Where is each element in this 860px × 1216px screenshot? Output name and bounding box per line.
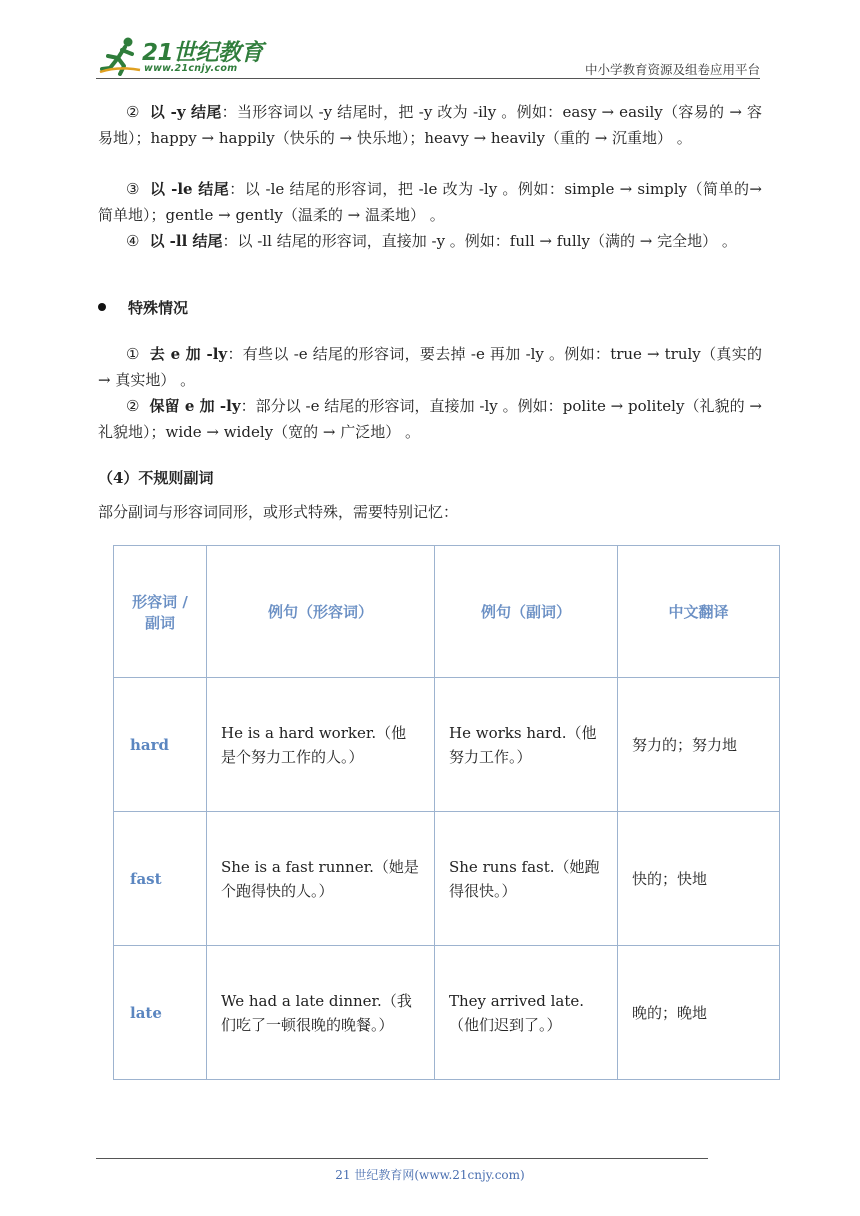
rule-item xyxy=(98,176,762,228)
table-cell: 晚的；晚地 xyxy=(618,946,780,1080)
rule-item xyxy=(98,228,762,254)
rule-title: 保留 e 加 -ly xyxy=(149,397,241,415)
rule-title: 以 -le 结尾 xyxy=(149,180,230,198)
rule-text: ：以 -le 结尾的形容词，把 -le 改为 -ly 。例如：simple → simply（简单的→ 简单地）；gentle → gently（温柔的 → 温柔地） 。 xyxy=(98,180,762,224)
rule-title: 以 -y 结尾 xyxy=(149,103,222,121)
table-row xyxy=(114,946,780,1080)
table-row xyxy=(114,678,780,812)
rule-text: ：部分以 -e 结尾的形容词，直接加 -ly 。例如：polite → politely（礼貌的 → 礼貌地）；wide → widely（宽的 → 广泛地） 。 xyxy=(98,397,762,441)
rule-title: 去 e 加 -ly xyxy=(149,345,228,363)
table-cell: She runs fast.（她跑得很快。） xyxy=(435,812,618,946)
logo-main-text: 21世纪教育 xyxy=(142,40,264,66)
special-item xyxy=(98,393,762,445)
footer-divider xyxy=(96,1158,708,1159)
section-intro: 部分副词与形容词同形，或形式特殊，需要特别记忆： xyxy=(98,503,459,521)
table-cell-word: fast xyxy=(114,812,207,946)
rule-text: ：当形容词以 -y 结尾时，把 -y 改为 -ily 。例如：easy → easily（容易的 → 容易地）；happy → happily（快乐的 → 快乐地）；heavy → heavily（重的 → 沉重地） 。 xyxy=(98,103,763,147)
rule-text: ：以 -ll 结尾的形容词，直接加 -y 。例如：full → fully（满的 → 完全地） 。 xyxy=(222,232,737,250)
table-cell: 快的；快地 xyxy=(618,812,780,946)
rule-number: ② xyxy=(126,103,140,121)
rule-number: ④ xyxy=(126,232,140,250)
bullet-icon xyxy=(98,303,106,311)
table-cell: We had a late dinner.（我们吃了一顿很晚的晚餐。） xyxy=(207,946,435,1080)
header-divider xyxy=(96,78,760,79)
table-cell: They arrived late.（他们迟到了。） xyxy=(435,946,618,1080)
table-cell-word: hard xyxy=(114,678,207,812)
column-header: 例句（形容词） xyxy=(207,546,435,678)
table-header-row xyxy=(114,546,780,678)
special-item xyxy=(98,341,762,393)
footer-link[interactable]: 21 世纪教育网(www.21cnjy.com) xyxy=(335,1168,525,1182)
runner-logo-icon xyxy=(98,36,142,76)
rule-number: ① xyxy=(126,345,140,363)
rule-title: 以 -ll 结尾 xyxy=(149,232,223,250)
table-row xyxy=(114,812,780,946)
table-cell-word: late xyxy=(114,946,207,1080)
rule-text: ：有些以 -e 结尾的形容词，要去掉 -e 再加 -ly 。例如：true → truly（真实的 → 真实地） 。 xyxy=(98,345,763,389)
site-logo[interactable] xyxy=(96,34,266,78)
table-cell: He is a hard worker.（他是个努力工作的人。） xyxy=(207,678,435,812)
table-cell: She is a fast runner.（她是个跑得快的人。） xyxy=(207,812,435,946)
special-heading xyxy=(98,297,188,318)
column-header: 中文翻译 xyxy=(618,546,780,678)
special-heading-text: 特殊情况 xyxy=(128,299,189,317)
page-header xyxy=(96,30,760,80)
column-header: 形容词 / 副词 xyxy=(114,546,207,678)
table-cell: 努力的；努力地 xyxy=(618,678,780,812)
section-title: （4）不规则副词 xyxy=(98,469,214,487)
platform-title: 中小学教育资源及组卷应用平台 xyxy=(584,62,760,77)
irregular-adverbs-table xyxy=(113,545,780,1080)
table-cell: He works hard.（他努力工作。） xyxy=(435,678,618,812)
logo-url-text: www.21cnjy.com xyxy=(144,63,238,74)
column-header: 例句（副词） xyxy=(435,546,618,678)
rule-number: ② xyxy=(126,397,140,415)
rule-number: ③ xyxy=(126,180,140,198)
rule-item xyxy=(98,99,762,151)
